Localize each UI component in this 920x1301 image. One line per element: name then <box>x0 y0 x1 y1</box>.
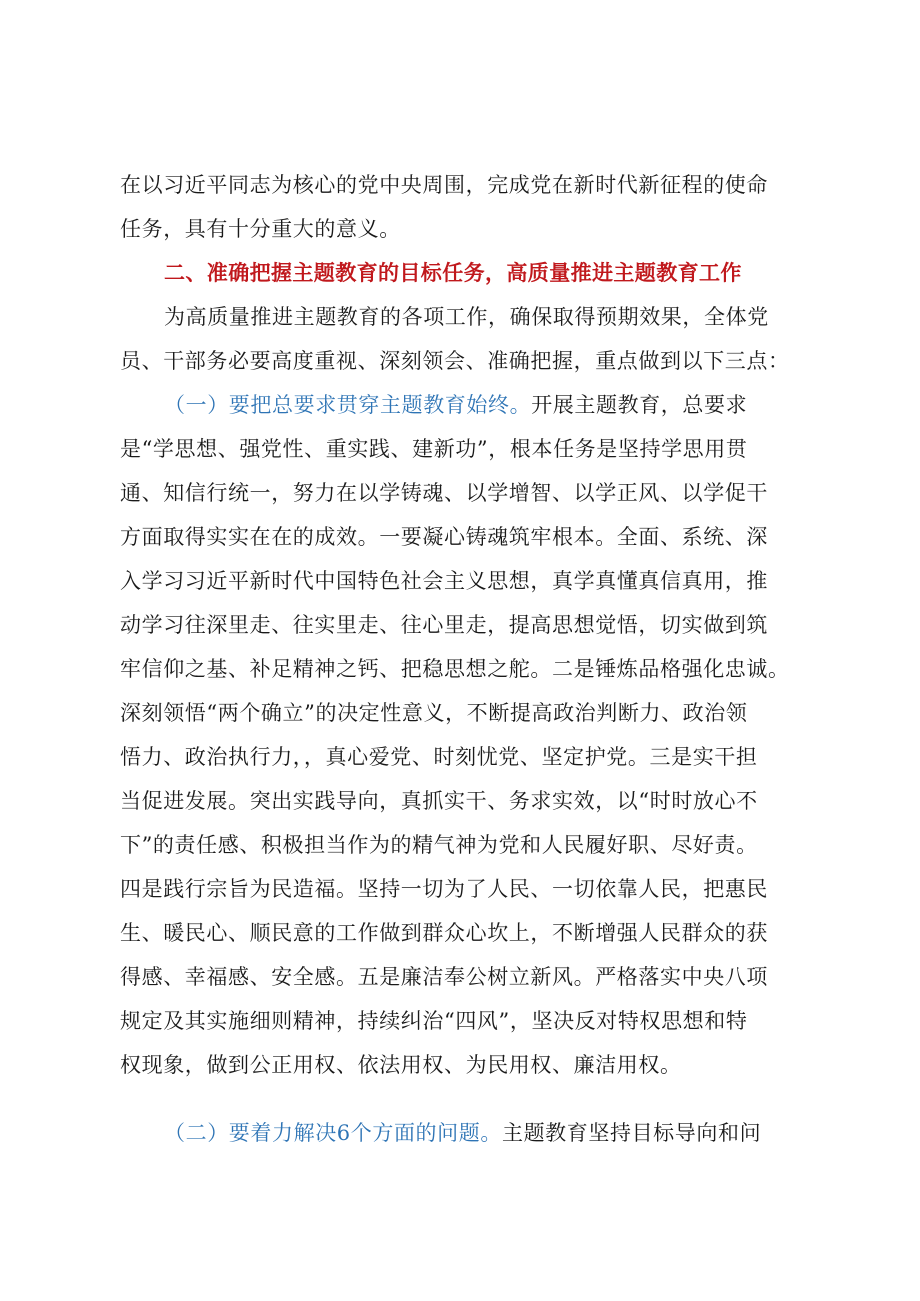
body-text-line: 通、知信行统一，努力在以学铸魂、以学增智、以学正风、以学促干 <box>120 481 768 505</box>
body-text-span: 开展主题教育，总要求 <box>531 393 748 417</box>
body-text-line: 动学习往深里走、往实里走、往心里走，提高思想觉悟，切实做到筑 <box>120 613 768 637</box>
body-text-line: 是“学思想、强党性、重实践、建新功”，根本任务是坚持学思用贯 <box>120 437 748 461</box>
subheading-2: （二）要着力解决6个方面的问题。 <box>164 1121 502 1145</box>
body-text-line: 员、干部务必要高度重视、深刻领会、准确把握，重点做到以下三点： <box>120 349 790 373</box>
body-text-line: 牢信仰之基、补足精神之钙、把稳思想之舵。二是锤炼品格强化忠诚。 <box>120 657 790 681</box>
body-text-line: 入学习习近平新时代中国特色社会主义思想，真学真懂真信真用，推 <box>120 569 768 593</box>
body-text-line: 方面取得实实在在的成效。一要凝心铸魂筑牢根本。全面、系统、深 <box>120 525 768 549</box>
section-heading-2: 二、准确把握主题教育的目标任务，高质量推进主题教育工作 <box>164 261 742 285</box>
body-text-line: 权现象，做到公正用权、依法用权、为民用权、廉洁用权。 <box>120 1053 682 1077</box>
body-text-line: 规定及其实施细则精神，持续纠治“四风”，坚决反对特权思想和特 <box>120 1009 748 1033</box>
body-text-line: 在以习近平同志为核心的党中央周围，完成党在新时代新征程的使命 <box>120 173 768 197</box>
body-text-line: 四是践行宗旨为民造福。坚持一切为了人民、一切依靠人民，把惠民 <box>120 877 768 901</box>
body-text-line: 当促进发展。突出实践导向，真抓实干、务求实效，以“时时放心不 <box>120 789 758 813</box>
body-text-line: 为高质量推进主题教育的各项工作，确保取得预期效果，全体党 <box>164 305 769 329</box>
paragraph-line-with-subhead <box>164 1118 820 1148</box>
body-text-line: 任务，具有十分重大的意义。 <box>120 217 401 241</box>
body-text-span: 主题教育坚持目标导向和问 <box>501 1121 762 1145</box>
body-text-line: 下”的责任感、积极担当作为的精气神为党和人民履好职、尽好责。 <box>120 833 758 857</box>
body-text-line: 得感、幸福感、安全感。五是廉洁奉公树立新风。严格落实中央八项 <box>120 965 768 989</box>
paragraph-line-with-subhead <box>164 390 820 420</box>
body-text-line: 深刻领悟“两个确立”的决定性意义，不断提高政治判断力、政治领 <box>120 701 748 725</box>
body-text-line: 悟力、政治执行力，，真心爱党、时刻忧党、坚定护党。三是实干担 <box>120 745 758 769</box>
body-text-line: 生、暖民心、顺民意的工作做到群众心坎上，不断增强人民群众的获 <box>120 921 768 945</box>
subheading-1: （一）要把总要求贯穿主题教育始终。 <box>164 393 532 417</box>
